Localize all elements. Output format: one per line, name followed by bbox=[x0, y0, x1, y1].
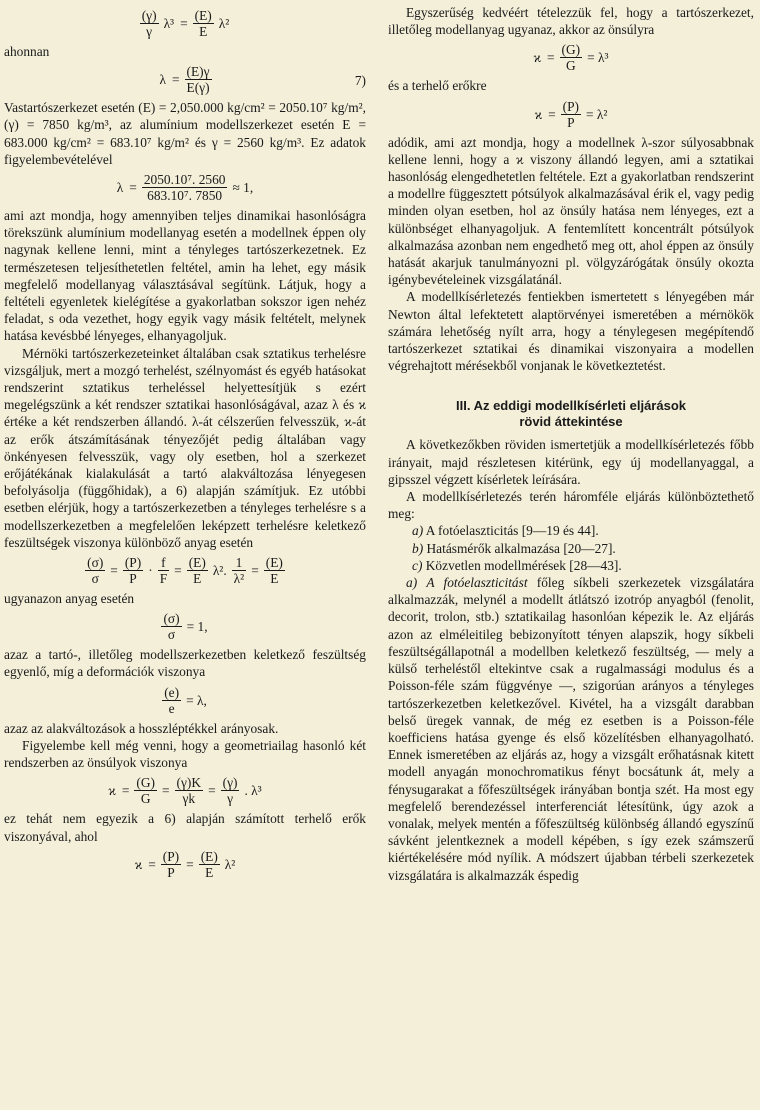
paragraph: A következőkben röviden ismertetjük a modellkísérletezés főbb irányait, majd részletesen kitérünk, egy új modellanyaggal, a gipsszel végzett kísérletek leírására. bbox=[388, 437, 754, 487]
paragraph: adódik, ami azt mondja, hogy a modellnek λ-szor súlyosabbnak kellene lenni, hogy a ϰ viszony állandó legyen, ami a sztatikai hasonlóság elengedhetetlen feltétele. Ezt a gyakorlatban rendszerint a modellre függesztett pótsúlyok alkalmazásával érik el, vagy pedig minden olyan esetben, hol az önsúly hatása nem lényeges, ezt a különbséget elhanyagoljuk. A fentemlített koncentrált pótsúlyok alkalmazása azonban nem engedhető meg ott, ahol éppen az önsúly hatását akarjuk tanulmányozni pl. völgyzárógátak önsúly okozta igénybevételeinek vizsgálatánál. bbox=[388, 134, 754, 288]
paragraph: Vastartószerkezet esetén (E) = 2,050.000 kg/cm² = 2050.10⁷ kg/m², (γ) = 7850 kg/m³, az alumínium modellszerkezet esetén E = 683.000 kg/cm² = 683.10⁷ kg/m² és γ = 2560 kg/m³. Ez adatok figyelembevételével bbox=[4, 100, 366, 167]
equation-number: 7) bbox=[354, 73, 366, 89]
fraction: $\frac{(E)\gamma}{E(\gamma)}$ bbox=[186, 64, 210, 96]
equation-7: λ = $\frac{(E)\gamma}{E(\gamma)}$ 7) bbox=[159, 64, 366, 96]
equation-sigma-one: $\frac{(\sigma)}{\sigma}$ = 1, bbox=[163, 611, 208, 643]
left-column bbox=[4, 4, 366, 884]
paragraph: ugyanazon anyag esetén bbox=[4, 591, 135, 607]
paragraph: és a terhelő erőkre bbox=[388, 78, 487, 94]
equation-sigma-ratio: $\frac{(\sigma)}{\sigma}$ = $\frac{(P)}{P}$ · $\frac{f}{F}$ = $\frac{(E)}{E}$ λ². $\frac{1}{\text{λ²}}$ = $\frac{(E)}{E}$ bbox=[87, 555, 283, 587]
paragraph: Mérnöki tartószerkezeteinket általában csak sztatikus terhelésre vizsgáljuk, mert a mozgó terhelést, szélnyomást és egyéb hatásokat rendszerint sztatikus terheléssel helyettesítjük s ezért megelégszünk a két rendszer sztatikai hasonlóságával, azaz λ és ϰ értéke a két rendszerben állandó. λ-át célszerűen felvesszük, ϰ-át az erők átszámításának tényezőjét pedig általában vagy önkényesen felvesszük, vagy oly esetben, hol a szerkezet erőjátékának kialakulását a tartó alakváltozása lényegesen befolyásolja (függőhidak), a 6) alapján számítjuk. Ez utóbbi esetben elérjük, hogy a tartószerkezetben a tényleges terhelésre s a modellszerkezetben a megfelelően leképzett terhelésre keletkező feszültségek viszonya különböző anyag esetén bbox=[4, 345, 366, 550]
paragraph: Figyelembe kell még venni, hogy a geometriailag hasonló két rendszerben az önsúlyok viszonya bbox=[4, 737, 366, 771]
paragraph: Egyszerűség kedvéért tételezzük fel, hogy a tartószerkezet, illetőleg modellanyag ugyanaz, akkor az önsúlyra bbox=[388, 5, 754, 38]
method-list bbox=[388, 522, 754, 574]
equation-kappa-weight: ϰ = $\frac{(G)}{G}$ = $\frac{(\gamma)K}{\gamma k}$ = $\frac{(\gamma)}{\gamma}$ . λ³ bbox=[108, 775, 262, 807]
equation-deformation: $\frac{(e)}{e}$ = λ, bbox=[164, 684, 207, 716]
equation-weight-ratio: ϰ = $\frac{(G)}{G}$ = λ³ bbox=[533, 42, 609, 74]
paragraph: ami azt mondja, hogy amennyiben teljes dinamikai hasonlóságra törekszünk alumínium modellanyag esetén a modellnek éppen oly nagynak kellene lenni, mint a tényleges tartószerkezetnek. Ez természetesen teljesíthetetlen feltétel, amin ha lehet, egy másik megfelelő modellanyag választásával segítünk. Látjuk, hogy a feltételi egyenletek kielégítése a gyakorlatban sokszor igen nehéz feladat, s oda vezethet, hogy egyik vagy másik feltételt, melynek hatása kevésbbé lényeges, elhanyagoljuk. bbox=[4, 208, 366, 344]
fraction: $\frac{\text{2050.10⁷. 2560}}{\text{683.10⁷. 7850}}$ bbox=[143, 172, 226, 204]
list-item: b) Hatásmérők alkalmazása [20—27]. bbox=[412, 540, 616, 556]
section-heading: III. Az eddigi modellkísérleti eljárások rövid áttekintése bbox=[456, 398, 686, 430]
text-ahonnan: ahonnan bbox=[4, 44, 50, 59]
paragraph: azaz a tartó-, illetőleg modellszerkezetben keletkező feszültség egyenlő, míg a deformációk viszonya bbox=[4, 647, 366, 680]
equation-gamma-lambda: $\frac{(\gamma)}{\gamma}$ λ³ = $\frac{(E)}{E}$ λ² bbox=[141, 8, 230, 39]
fraction: $\frac{(E)}{E}$ bbox=[194, 8, 212, 39]
equation-kappa-load: ϰ = $\frac{(P)}{P}$ = $\frac{(E)}{E}$ λ² bbox=[134, 848, 236, 880]
list-item: a) A fotóelaszticitás [9—19 és 44]. bbox=[412, 523, 599, 539]
paragraph: a) A fotóelaszticitást főleg síkbeli szerkezetek vizsgálatára alkalmazzák, melynél a modellt átlátszó izotróp anyagból (fenolit, decorit, trolon, stb.) sztatikailag hasonlóan képezik le. Az eljárás azon az elméleitileg bebizonyított tényen alapszik, hogy síkbeli feszültségállapotnál a modellben keletkező feszültség, — mely a külső terheléstől eltekintve csak a rugalmassági modulus és a Poisson-féle szám függvénye —, szigorúan arányos a tényleges tartószerkezetben keletkezővel. Kivétel, ha a vizsgált darabban belső üregek vannak, de még ez esetben is a Poisson-féle koefficiens hatása gyenge és első közelítésben elhanyagolható. Ennek ismeretében az eljárás az, hogy a vizsgált erőhatásnak kitett modell anyagán monochromatikus fényt bocsátunk át, mely a fénysugarakat a főfeszültségek irányában bontja szét. Ha most egy megfelelő berendezéssel interferenciát létesítünk, úgy azok a vonalak, melyek mentén a főfeszültség különbség állandó egyszínű sávként jelentkeznek a modell képében, s így ezek számszerű kiértékelésére mód nyílik. A módszert újabban térbeli szerkezetek vizsgálatára is alkalmazzák éspedig bbox=[388, 575, 754, 883]
fraction: $\frac{(\gamma)}{\gamma}$ bbox=[141, 8, 157, 39]
list-item: c) Közvetlen modellmérések [28—43]. bbox=[412, 557, 622, 573]
equation-load-ratio: ϰ = $\frac{(P)}{P}$ = λ² bbox=[534, 98, 608, 130]
paragraph: ez tehát nem egyezik a 6) alapján számított terhelő erők viszonyával, ahol bbox=[4, 811, 366, 844]
right-column bbox=[388, 4, 754, 884]
paragraph: azaz az alakváltozások a hosszléptékkel arányosak. bbox=[4, 720, 279, 736]
equation-lambda-value: λ = $\frac{\text{2050.10⁷. 2560}}{\text{683.10⁷. 7850}}$ ≈ 1, bbox=[116, 172, 254, 204]
paragraph: A modellkísérletezés terén háromféle eljárás különböztethető meg: bbox=[388, 489, 754, 522]
paragraph: A modellkísérletezés fentiekben ismertetett s lényegében már Newton által lefektetett alaptörvényei ismeretében a mérnökök számára lehetőség nyílt arra, hogy a ténylegesen megépítendő tartószerkezet sztatikai és dinamikai viszonyaira a modellen végrehajtott mérésekből vonjanak le következtetést. bbox=[388, 289, 754, 374]
